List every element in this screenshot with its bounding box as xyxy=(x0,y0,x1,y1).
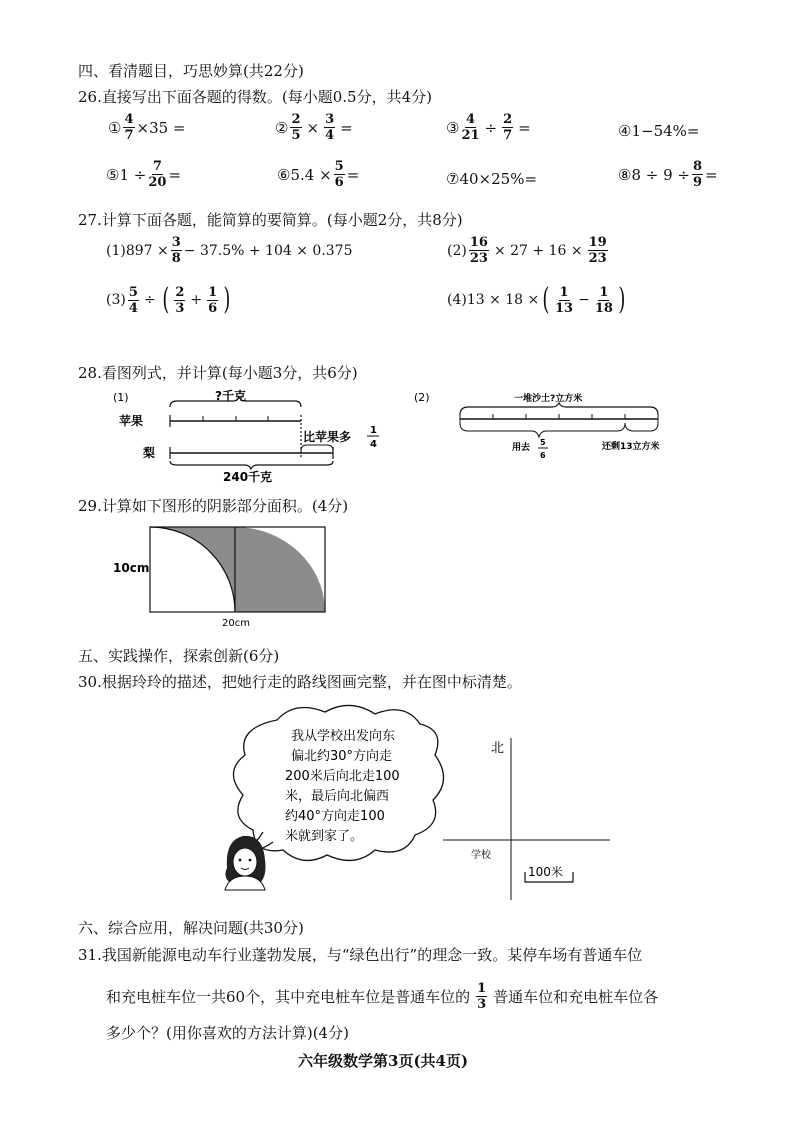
svg-text:20cm: 20cm xyxy=(222,618,250,629)
svg-text:1: 1 xyxy=(370,425,377,436)
q26-item-2: ② $\frac{2}{5}$ × $\frac{3}{4}$ = xyxy=(275,112,353,143)
svg-text:苹果: 苹果 xyxy=(119,414,144,428)
q31-line-1: 31.我国新能源电动车行业蓬勃发展，与“绿色出行”的理念一致。某停车场有普通车位 xyxy=(78,946,643,964)
svg-text:北: 北 xyxy=(491,741,505,756)
svg-text:还剩13立方米: 还剩13立方米 xyxy=(602,442,660,452)
section-6-title: 六、综合应用，解决问题(共30分) xyxy=(78,919,304,937)
q26-item-7: ⑦ 40×25%= xyxy=(446,170,538,188)
q30-title: 30.根据玲玲的描述，把她行走的路线图画完整，并在图中标清楚。 xyxy=(78,673,522,691)
svg-text:学校: 学校 xyxy=(471,850,491,861)
svg-text:梨: 梨 xyxy=(143,446,156,460)
q26-item-3: ③ $\frac{4}{21}$ ÷ $\frac{2}{7}$ = xyxy=(446,112,531,143)
q26-item-6: ⑥ 5.4 × $\frac{5}{6}$ = xyxy=(277,159,360,190)
svg-text:240千克: 240千克 xyxy=(223,470,273,484)
q31-line-2: 和充电桩车位一共60个，其中充电桩车位是普通车位的 $\frac{1}{3}$ 普通车位和充电桩车位各 xyxy=(106,981,659,1012)
q26-item-4: ④ 1−54%= xyxy=(618,122,700,140)
svg-text:4: 4 xyxy=(370,439,377,450)
q28-diagram-1 xyxy=(105,385,395,485)
q27-problem-1: (1)897 × $\frac{3}{8}$ − 37.5% + 104 × 0.375 xyxy=(106,235,353,266)
q27-title: 27.计算下面各题，能简算的要简算。(每小题2分，共8分) xyxy=(78,211,463,229)
svg-text:?千克: ?千克 xyxy=(215,389,246,403)
q26-item-8: ⑧ 8 ÷ 9 ÷ $\frac{8}{9}$ = xyxy=(618,159,718,190)
svg-text:用去: 用去 xyxy=(512,443,531,453)
svg-text:6: 6 xyxy=(540,451,546,460)
svg-text:偏北约30°方向走: 偏北约30°方向走 xyxy=(291,749,393,764)
section-5-title: 五、实践操作，探索创新(6分) xyxy=(78,647,280,665)
q26-item-5: ⑤ 1 ÷ $\frac{7}{20}$ = xyxy=(106,159,182,190)
q31-line-3: 多少个？(用你喜欢的方法计算)(4分) xyxy=(106,1024,349,1042)
svg-text:100米: 100米 xyxy=(528,865,563,879)
girl-illustration xyxy=(225,836,266,890)
q28-title: 28.看图列式，并计算(每小题3分，共6分) xyxy=(78,364,358,382)
q28-diagram-2 xyxy=(412,387,712,467)
svg-text:一堆沙土?立方米: 一堆沙土?立方米 xyxy=(514,394,583,404)
svg-text:10cm: 10cm xyxy=(113,561,150,575)
svg-text:比苹果多: 比苹果多 xyxy=(303,430,352,444)
q26-item-1: ① $\frac{4}{7}$ ×35 = xyxy=(108,112,186,143)
svg-text:约40°方向走100: 约40°方向走100 xyxy=(285,809,385,824)
svg-text:(1): (1) xyxy=(113,391,129,404)
svg-text:(2): (2) xyxy=(414,391,430,404)
svg-text:200米后向北走100: 200米后向北走100 xyxy=(285,769,400,784)
svg-text:5: 5 xyxy=(540,438,546,447)
q29-title: 29.计算如下图形的阴影部分面积。(4分) xyxy=(78,497,349,515)
page-footer: 六年级数学第3页(共4页) xyxy=(298,1052,469,1070)
svg-text:米，最后向北偏西: 米，最后向北偏西 xyxy=(285,789,390,804)
section-4-title: 四、看清题目，巧思妙算(共22分) xyxy=(78,62,304,80)
svg-text:我从学校出发向东: 我从学校出发向东 xyxy=(291,729,396,744)
q27-problem-4: (4)13 × 18 × ( $\frac{1}{13}$ − $\frac{1}{18}$ ) xyxy=(447,282,626,317)
q29-figure xyxy=(105,520,345,630)
svg-text:米就到家了。: 米就到家了。 xyxy=(285,829,364,844)
q30-figure xyxy=(215,700,615,905)
q26-title: 26.直接写出下面各题的得数。(每小题0.5分，共4分) xyxy=(78,88,432,106)
q27-problem-2: (2) $\frac{16}{23}$ × 27 + 16 × $\frac{19}{23}$ xyxy=(447,235,607,266)
q27-problem-3: (3) $\frac{5}{4}$ ÷ ( $\frac{2}{3}$ + $\frac{1}{6}$ ) xyxy=(106,282,231,317)
